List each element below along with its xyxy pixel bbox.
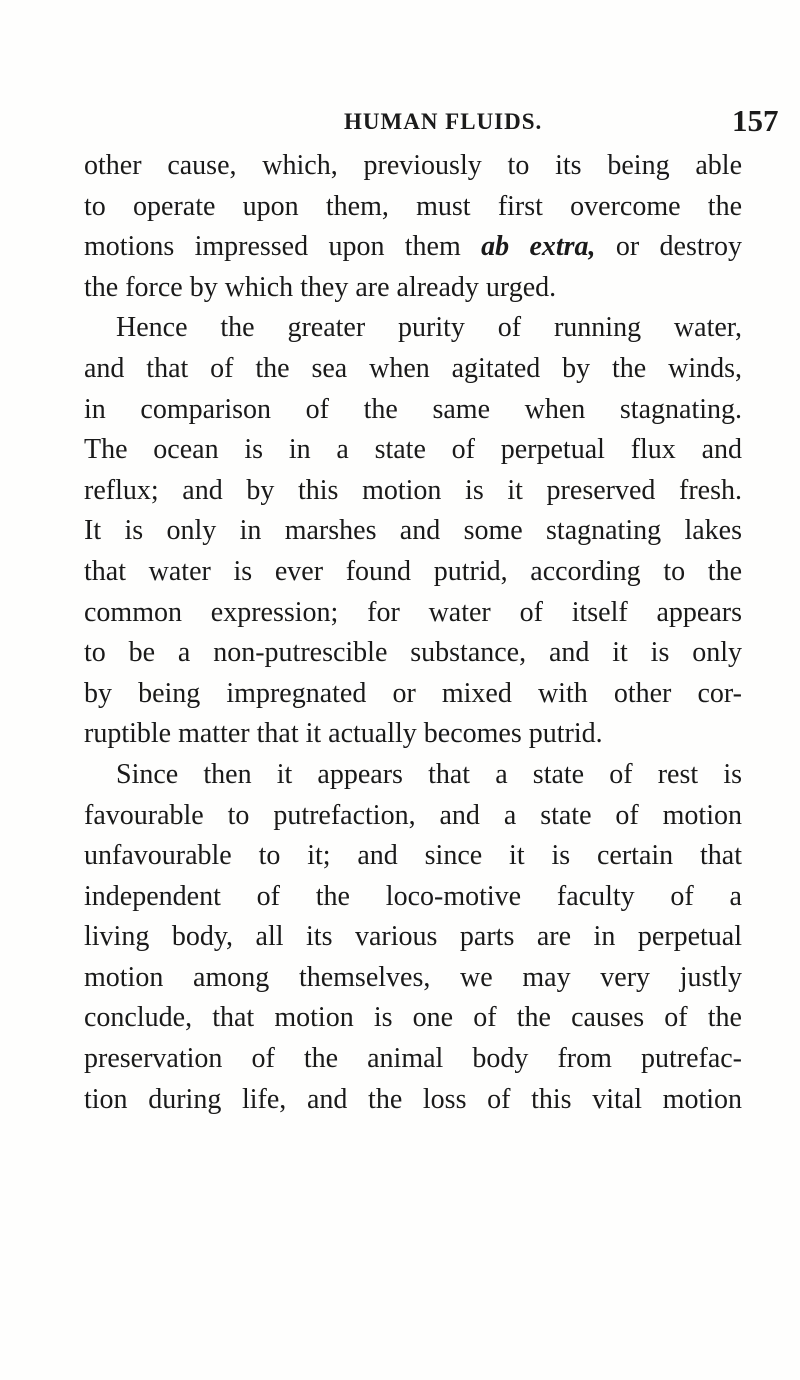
text-line: motion among themselves, we may very justly: [84, 961, 742, 993]
text-line: that water is ever found putrid, according to the: [84, 555, 742, 587]
text-line: ruptible matter that it actually becomes putrid.: [84, 718, 603, 750]
text-line: common expression; for water of itself appears: [84, 596, 742, 628]
text-line: preservation of the animal body from putrefac-: [84, 1043, 742, 1075]
text-line: in comparison of the same when stagnating.: [84, 393, 742, 425]
text-line: and that of the sea when agitated by the winds,: [84, 352, 742, 384]
text-line: [84, 227, 742, 268]
body-text: [84, 146, 742, 1120]
text-line: to operate upon them, must first overcome the: [84, 190, 742, 222]
paragraph-first-line: Since then it appears that a state of rest is: [116, 758, 742, 790]
text-line: tion during life, and the loss of this vital motion: [84, 1083, 742, 1115]
text-line: unfavourable to it; and since it is certain that: [84, 840, 742, 872]
text-line: reflux; and by this motion is it preserved fresh.: [84, 474, 742, 506]
latin-phrase: ab extra,: [481, 231, 596, 263]
running-title: HUMAN FLUIDS.: [344, 109, 543, 134]
text-line: conclude, that motion is one of the causes of the: [84, 1002, 742, 1034]
text-line: living body, all its various parts are in perpetual: [84, 921, 742, 953]
text-line: It is only in marshes and some stagnating lakes: [84, 515, 742, 547]
text-line-part: motions impressed upon them: [84, 231, 482, 263]
text-line: independent of the loco-motive faculty of a: [84, 880, 742, 912]
paragraph-first-line: Hence the greater purity of running water,: [116, 312, 742, 344]
text-line: favourable to putrefaction, and a state of motion: [84, 799, 742, 831]
text-line: other cause, which, previously to its being able: [84, 150, 742, 181]
running-head: [0, 103, 800, 139]
text-line: to be a non-putrescible substance, and it is only: [84, 637, 742, 669]
text-line: The ocean is in a state of perpetual flux and: [84, 434, 742, 466]
page-number: 157: [732, 103, 779, 138]
text-line: the force by which they are already urged.: [84, 271, 557, 303]
text-line: by being impregnated or mixed with other cor-: [84, 677, 742, 709]
text-line-part: or destroy: [595, 231, 742, 263]
